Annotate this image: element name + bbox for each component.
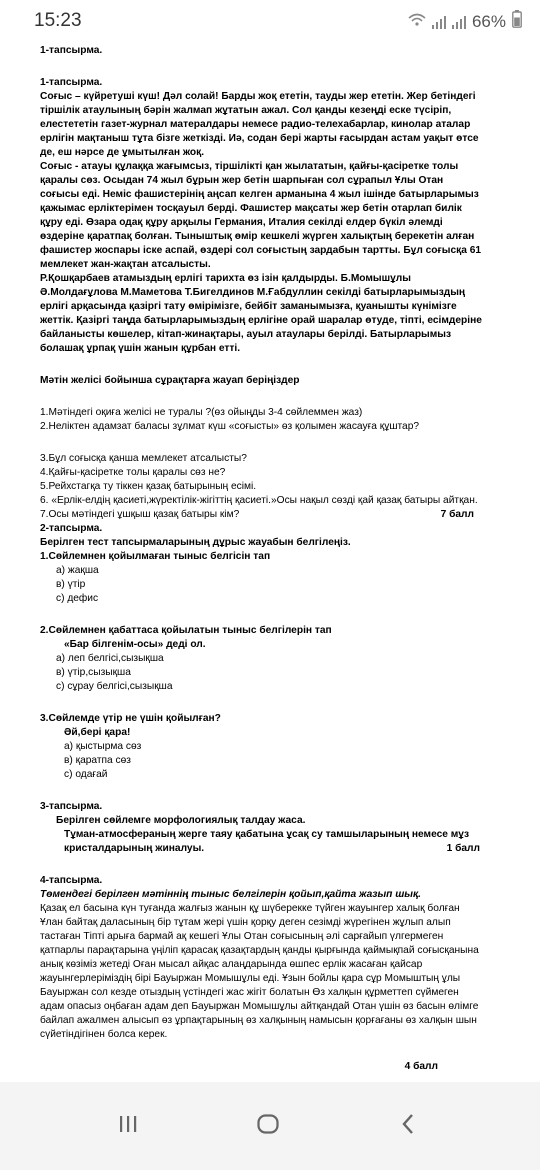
task4-instruction: Төмендегі берілген мәтіннің тыныс белгілерін қойып,қайта жазып шық. <box>40 889 421 900</box>
back-button[interactable] <box>388 1104 428 1144</box>
task2-q2: 2.Сөйлемнен қабаттаса қойылатын тыныс белгілерін тап <box>40 625 332 636</box>
option-item: а) қыстырма сөз <box>64 741 142 752</box>
option-item: в) қаратпа сөз <box>64 755 131 766</box>
text-line: байланысты көшелер, кітап-жинақтары, ауыл атаулары берілді. Батырларымыз <box>40 329 452 340</box>
task2-instruction: Берілген тест тапсырмаларының дұрыс жауабын белгілеңіз. <box>40 537 351 548</box>
text-line: өздеріне қаратпақ болған. Тыныштық өмір кешкелі жүрген халықтың берекетін алған <box>40 231 475 242</box>
home-button[interactable] <box>248 1104 288 1144</box>
signal-icon <box>432 15 446 29</box>
text-line: болашақ ұрпақ үшін жанын құрбан етті. <box>40 343 241 354</box>
wifi-icon <box>408 12 426 32</box>
text-line: соғысы еді. Неміс фашистерінің аңсап келген арманына 4 жыл ішінде батырларымыз <box>40 189 479 200</box>
heading-top: 1-тапсырма. <box>40 45 103 56</box>
text-line: қатпарлы парақтарына үңіліп қарасақ қазақтардың қанды қырғында қаймықпай соғысқанына <box>40 945 479 956</box>
text-line: қажымас ерліктерімен тосқауыл берді. Фашистер мақсаты жер бетін отарлап билік <box>40 203 462 214</box>
text-line: адам опасыз оңбаған адам деп Бауыржан Момышұлы айтқандай Отан үшін өз басын өлімге <box>40 1001 479 1012</box>
question-2: 2.Неліктен адамзат баласы зұлмат күш «соғысты» өз қолымен жасауға құштар? <box>40 421 420 432</box>
text-line: Соғыс - атауы құлаққа жағымсыз, тіршілікті қан жылататын, қайғы-қасіретке толы <box>40 161 459 172</box>
text-line: жауынгерлеріміздің бірі Бауыржан Момышұлы еді. Ұзын бойлы қара сұр Момыштың ұлы <box>40 973 461 984</box>
score-4: 4 балл <box>404 1061 438 1072</box>
question-3: 3.Бұл соғысқа қанша мемлекет атсалысты? <box>40 453 247 464</box>
text-line: фашистер жоспары іске аспай, өздері сол соғыстың зардабын тартты. Бұл соғысқа 61 <box>40 245 482 256</box>
option-item: в) үтір <box>56 579 86 590</box>
question-5: 5.Рейхстагқа ту тіккен қазақ батырының есімі. <box>40 481 257 492</box>
task2-q2-options <box>40 652 510 694</box>
task2-q1-options <box>40 564 510 606</box>
text-line: Ә.Молдағұлова М.Маметова Т.Бигелдинов М.Ғабдуллин секілді батырларымыздың <box>40 287 466 298</box>
questions-title: Мәтін желісі бойынша сұрақтарға жауап беріңіздер <box>40 375 300 386</box>
task3-sentence-1: Тұман-атмосфераның жерге таяу қабатына ұсақ су тамшыларының немесе мұз <box>64 829 470 840</box>
text-line: байлап ажалмен алысып өз ұрпақтарының өз халқының намысын қорғағаны өз халқын шын <box>40 1015 477 1026</box>
navigation-bar <box>0 1082 540 1170</box>
task1-text <box>40 90 510 356</box>
text-line: жеттік. Қазіргі таңда батырларымыздың ерлігіне орай шаралар өтуде, тіпті, есімдеріне <box>40 315 482 326</box>
question-1: 1.Мәтіндегі оқиға желісі не туралы ?(өз ойыңды 3-4 сөйлеммен жаз) <box>40 407 363 418</box>
text-line: қаралы сөз. Осыдан 74 жыл бұрын жер бетін шарпыған сол сұрапыл Ұлы Отан <box>40 175 444 186</box>
question-4: 4.Қайғы-қасіретке толы қаралы сөз не? <box>40 467 226 478</box>
task1-title: 1-тапсырма. <box>40 77 103 88</box>
task2-q3-options <box>40 740 510 782</box>
task2-title: 2-тапсырма. <box>40 523 103 534</box>
status-bar <box>0 0 540 40</box>
signal-icon-2 <box>452 15 466 29</box>
task3-sentence-2: кристалдарының жиналуы. <box>64 843 205 854</box>
document <box>40 44 510 1074</box>
battery-level: 66% <box>471 11 506 31</box>
text-line: Қазақ ел басына күн туғанда жалғыз жанын құ шүберекке түйген жауынгер халық болған <box>40 903 460 914</box>
task2-q3: 3.Сөйлемде үтір не үшін қойылған? <box>40 713 221 724</box>
task2-q3-sentence: Әй,бері қара! <box>64 727 131 738</box>
battery-icon <box>512 10 522 33</box>
recent-apps-button[interactable] <box>108 1104 148 1144</box>
option-item: с) сұрау белгісі,сызықша <box>56 681 173 692</box>
text-line: Ұлан байтақ даласының бір тұтам жері үшін қорқу деген сезімді жүрегінен жұлып алып <box>40 917 451 928</box>
home-icon <box>256 1112 280 1136</box>
text-line: мемлекет жан-жақтан атсалысты. <box>40 259 211 270</box>
text-line: ерлігін мақтаныш тұта бізге жеткізді. Иә, содан бері жарты ғасырдан астам уақыт өтсе <box>40 133 479 144</box>
text-line: Бауыржан сол кезде отыздың үстіндегі жас жігіт болатын Өз халқын құрметтеп сүймеген <box>40 987 459 998</box>
option-item: а) леп белгісі,сызықша <box>56 653 164 664</box>
option-item: с) дефис <box>56 593 99 604</box>
task3-instruction: Берілген сөйлемге морфологиялық талдау жаса. <box>56 815 306 826</box>
task2-q2-sentence: «Бар білгенім-осы» деді ол. <box>64 639 206 650</box>
option-item: с) одағай <box>64 769 108 780</box>
option-item: а) жақша <box>56 565 99 576</box>
text-line: сүйетіндігінен болса керек. <box>40 1029 168 1040</box>
status-time: 15:23 <box>34 10 82 31</box>
text-line: Р.Қошқарбаев атамыздың ерлігі тарихта өз ізін қалдырды. Б.Момышұлы <box>40 273 411 284</box>
recent-apps-icon <box>118 1115 138 1133</box>
score-7: 7 балл <box>440 509 474 520</box>
text-line: де, еш нәрсе де ұмытылған жоқ. <box>40 147 205 158</box>
text-line: анық көзіміз жетеді Оған мысал айқас алаңдарында өшпес ерлік жасаған қайсар <box>40 959 423 970</box>
task4-title: 4-тапсырма. <box>40 875 103 886</box>
text-line: елестететін газет-журнал матералдары немесе радио-телехабарлар, кинолар аталар <box>40 119 471 130</box>
back-icon <box>400 1113 416 1135</box>
text-line: тіршілік атаулының бәрін жалмап жұтатын ажал. Сол қанды кезеңді еске түсіріп, <box>40 105 452 116</box>
task2-q1: 1.Сөйлемнен қойылмаған тыныс белгісін тап <box>40 551 271 562</box>
task4-text <box>40 902 510 1042</box>
text-line: құру еді. Өзара одақ құру арқылы Германия, Италия секілді елдер бүкіл әлемді <box>40 217 443 228</box>
text-line: ерлігі арқасында қазіргі тату өмірімізге, бейбіт заманымызға, қуанышты күнімізге <box>40 301 457 312</box>
question-7: 7.Осы мәтіндегі ұшқыш қазақ батыры кім? <box>40 509 240 520</box>
question-6: 6. «Ерлік-елдің қасиеті,жүректілік-жігіттің қасиеті.»Осы нақыл сөзді қай қазақ батыры айтқан. <box>40 495 478 506</box>
text-line: Соғыс – күйретуші күш! Дәл солай! Барды жоқ ететін, тауды жер ететін. Жер бетіндегі <box>40 91 476 102</box>
task3-title: 3-тапсырма. <box>40 801 103 812</box>
score-1: 1 балл <box>446 843 480 854</box>
option-item: в) үтір,сызықша <box>56 667 131 678</box>
text-line: тастаған Тіпті арыға бармай ақ кешегі Ұлы Отан соғысының әлі сарғайып үлгермеген <box>40 931 444 942</box>
